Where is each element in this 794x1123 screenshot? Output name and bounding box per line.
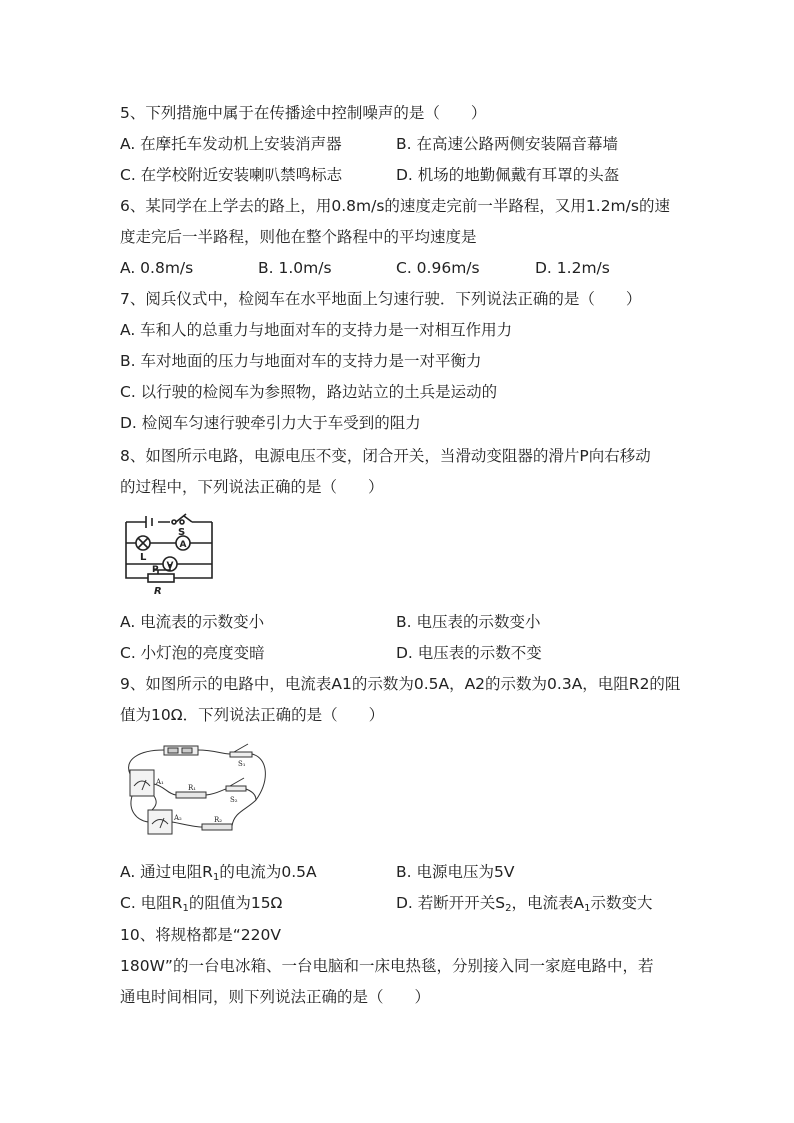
q7-option-d: D. 检阅车匀速行驶牵引力大于车受到的阻力 [120,414,421,432]
ammeter-a2 [148,810,172,834]
q5-option-d: D. 机场的地勤佩戴有耳罩的头盔 [396,166,620,184]
rheostat-symbol [148,574,174,582]
label-v: V [166,561,174,571]
label-r1: R₁ [188,784,197,792]
label-a1: A₁ [156,778,164,786]
q7-option-b: B. 车对地面的压力与地面对车的支持力是一对平衡力 [120,352,482,370]
q9-stem-line2: 值为10Ω．下列说法正确的是（ ） [120,706,385,724]
q9-option-d [396,893,653,919]
q7-option-c: C. 以行驶的检阅车为参照物，路边站立的土兵是运动的 [120,383,498,401]
q9-stem-line1: 9、如图所示的电路中，电流表A1的示数为0.5A，A2的示数为0.3A，电阻R2的阻 [120,675,681,693]
q10-stem-line1: 10、将规格都是“220V [120,926,281,944]
q9-option-b: B. 电源电压为5V [396,863,515,881]
q9-option-c [120,893,282,919]
q5-option-b: B. 在高速公路两侧安装隔音幕墙 [396,135,618,153]
label-l: L [140,552,147,563]
switch-s1 [230,752,252,757]
label-a2: A₂ [174,814,182,822]
q8-stem-line1: 8、如图所示电路，电源电压不变，闭合开关，当滑动变阻器的滑片P向右移动 [120,447,651,465]
q9-c-subscript: 1 [182,903,189,914]
q9-c-text-end: 的阻值为15Ω [188,894,283,912]
q6-stem-line1: 6、某同学在上学去的路上，用0.8m/s的速度走完前一半路程，又用1.2m/s的速 [120,197,670,215]
q9-d-subscript-2: 1 [584,903,591,914]
q9-circuit-photo [118,740,278,842]
label-s1: S₁ [238,760,246,768]
q5-option-c: C. 在学校附近安装喇叭禁鸣标志 [120,166,343,184]
q6-option-c: C. 0.96m/s [396,259,480,277]
label-r: R [154,586,162,596]
label-p: P [152,565,159,575]
switch-s2 [226,786,246,791]
label-s2: S₂ [230,796,238,804]
q8-option-d: D. 电压表的示数不变 [396,644,542,662]
q8-circuit-diagram [118,508,218,596]
resistor-r1 [176,792,206,798]
battery-symbol [146,516,152,528]
q8-option-c: C. 小灯泡的亮度变暗 [120,644,265,662]
label-r2: R₂ [214,816,223,824]
q6-option-d: D. 1.2m/s [535,259,610,277]
q8-option-b: B. 电压表的示数变小 [396,613,541,631]
q6-stem-line2: 度走完后一半路程，则他在整个路程中的平均速度是 [120,228,477,246]
q9-d-text-end: 示数变大 [590,894,653,912]
q8-option-a: A. 电流表的示数变小 [120,613,265,631]
q9-option-a [120,862,317,888]
q9-d-text: D. 若断开开关S [396,894,506,912]
label-a: A [179,540,187,550]
q6-option-a: A. 0.8m/s [120,259,194,277]
label-s: S [178,527,186,538]
resistor-r2 [202,824,232,830]
q9-a-subscript: 1 [212,872,220,883]
q8-stem-line2: 的过程中，下列说法正确的是（ ） [120,478,384,496]
q9-a-text: A. 通过电阻R [120,863,213,881]
q5-stem: 5、下列措施中属于在传播途中控制噪声的是（ ） [120,104,487,122]
q10-stem-line3: 通电时间相同，则下列说法正确的是（ ） [120,988,431,1006]
q7-option-a: A. 车和人的总重力与地面对车的支持力是一对相互作用力 [120,321,513,339]
q9-c-text: C. 电阻R [120,894,183,912]
q9-a-text-end: 的电流为0.5A [219,863,317,881]
q6-option-b: B. 1.0m/s [258,259,332,277]
ammeter-a1 [130,770,154,796]
q9-d-subscript-1: 2 [505,903,512,914]
q10-stem-line2: 180W”的一台电冰箱、一台电脑和一床电热毯，分别接入同一家庭电路中，若 [120,957,654,975]
q9-d-text-mid: ，电流表A [511,894,585,912]
q5-option-a: A. 在摩托车发动机上安装消声器 [120,135,342,153]
q7-stem: 7、阅兵仪式中，检阅车在水平地面上匀速行驶．下列说法正确的是（ ） [120,290,642,308]
